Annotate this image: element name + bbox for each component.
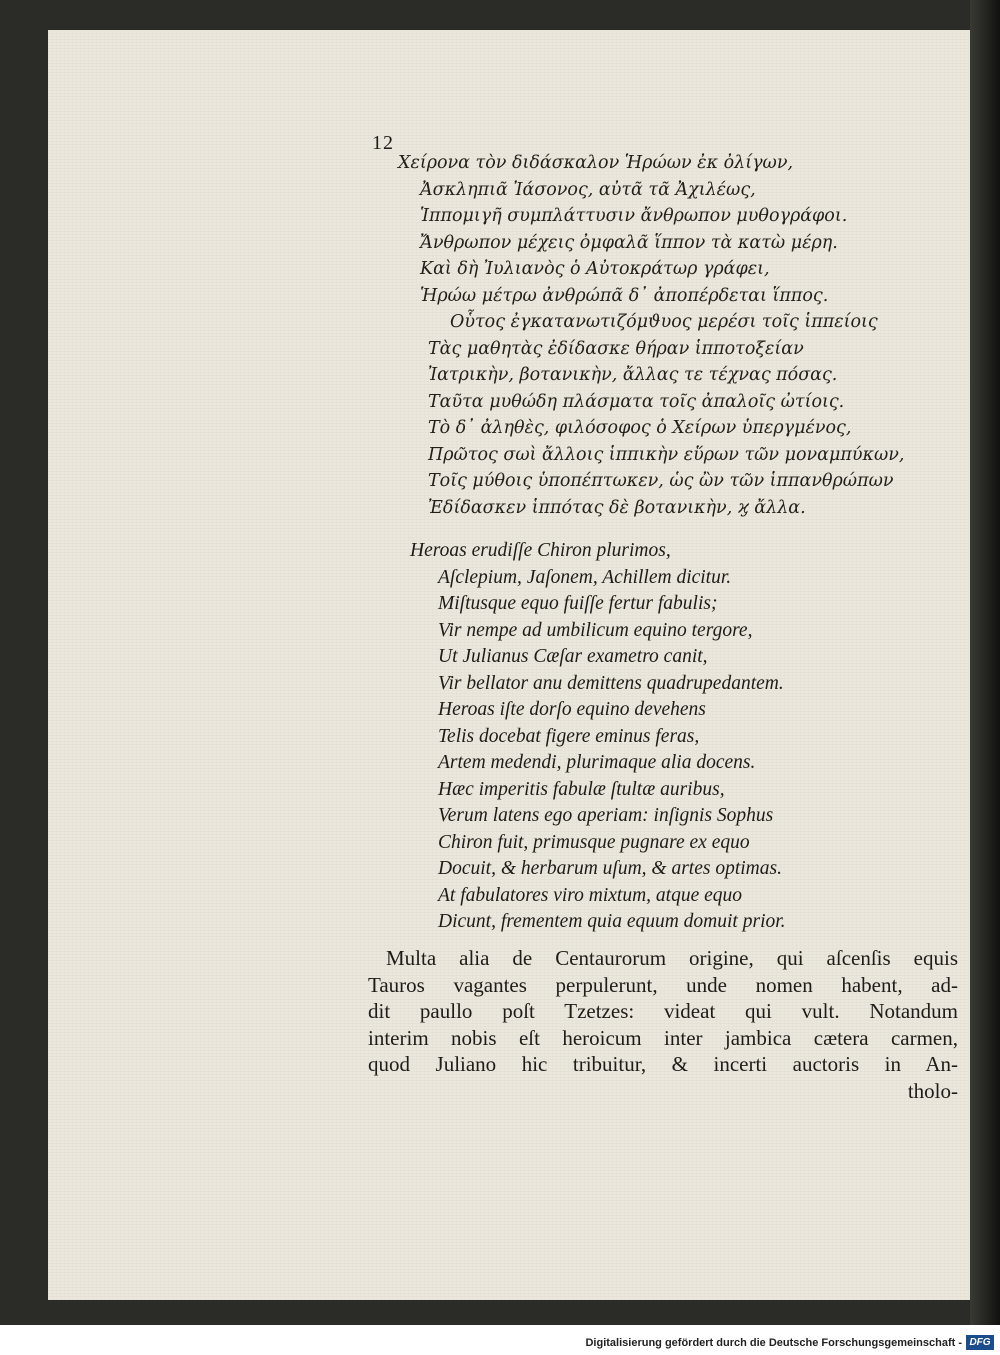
latin-verse-line: Heroas iſte dorſo equino devehens bbox=[438, 699, 706, 720]
greek-verse-line: Τὸ δ᾽ ἀληθὲς, φιλόσοφος ὁ Χείρων ὑπεργμένος, bbox=[428, 418, 852, 438]
prose-line: dit paullo poſt Tzetzes: videat qui vult. Notandum bbox=[368, 999, 958, 1023]
greek-verse-line: Ταῦτα μυθώδη πλάσματα τοῖς ἀπαλοῖς ὠτίοις. bbox=[428, 391, 845, 412]
greek-verse-block bbox=[398, 150, 904, 521]
prose-paragraph bbox=[368, 945, 958, 1104]
latin-verse-line: Telis docebat figere eminus feras, bbox=[438, 725, 700, 747]
greek-verse-line: Τὰς μαθητὰς ἐδίδασκε θήραν ἱπποτοξείαν bbox=[428, 338, 804, 359]
greek-verse-line: Τοῖς μύθοις ὑποπέπτωκεν, ὡς ὢν τῶν ἱππανθρώπων bbox=[428, 471, 894, 491]
catchword: tholo- bbox=[907, 1078, 958, 1103]
latin-verse-line: Chiron fuit, primusque pugnare ex equo bbox=[438, 831, 750, 853]
latin-verse-block bbox=[410, 538, 786, 936]
prose-line: Tauros vagantes perpulerunt, unde nomen habent, ad- bbox=[368, 972, 958, 997]
latin-verse-line: Vir nempe ad umbilicum equino tergore, bbox=[438, 619, 753, 641]
greek-verse-line: Πρῶτος σωὶ ἄλλοις ἱππικὴν εὕρων τῶν μοναμπύκων, bbox=[428, 444, 905, 465]
prose-line: interim nobis eſt heroicum inter jambica cætera carmen, bbox=[368, 1025, 958, 1050]
latin-verse-line: Aſclepium, Jaſonem, Achillem dicitur. bbox=[438, 566, 732, 588]
funding-credit: Digitalisierung gefördert durch die Deutsche Forschungsgemeinschaft - bbox=[585, 1337, 962, 1349]
greek-verse-line: Ἱππομιγῆ συμπλάττυσιν ἄνθρωπον μυθογράφοι. bbox=[420, 206, 848, 226]
page-gutter bbox=[970, 0, 1000, 1325]
latin-verse-line: Artem medendi, plurimaque alia docens. bbox=[438, 752, 756, 773]
latin-verse-line: Dicunt, frementem quia equum domuit prior. bbox=[438, 911, 786, 932]
greek-verse-line: Ἡρώω μέτρω ἀνθρώπᾶ δ᾽ ἀποπέρδεται ἵππος. bbox=[420, 285, 829, 306]
latin-verse-line: Verum latens ego aperiam: inſignis Sophus bbox=[438, 805, 774, 826]
greek-verse-line: Ἰατρικὴν, βοτανικὴν, ἄλλας τε τέχνας πόσας. bbox=[428, 365, 838, 385]
latin-verse-line: Hæc imperitis fabulæ ſtultæ auribus, bbox=[438, 778, 725, 800]
greek-verse-line: Ἄνθρωπον μέχεις ὀμφαλᾶ ἵππον τὰ κατὼ μέρη. bbox=[420, 232, 838, 253]
latin-verse-line: Heroas erudiſſe Chiron plurimos, bbox=[410, 540, 671, 561]
prose-line: quod Juliano hic tribuitur, & incerti auctoris in An- bbox=[368, 1052, 958, 1076]
latin-verse-line: Docuit, & herbarum uſum, & artes optimas. bbox=[438, 858, 782, 879]
greek-verse-line: Χείρονα τὸν διδάσκαλον Ἡρώων ἐκ ὀλίγων, bbox=[398, 153, 794, 173]
greek-verse-line: Καὶ δὴ Ἰυλιανὸς ὁ Αὐτοκράτωρ γράφει, bbox=[420, 259, 770, 279]
latin-verse-line: At fabulatores viro mixtum, atque equo bbox=[438, 884, 743, 906]
dfg-logo-icon: DFG bbox=[966, 1335, 994, 1350]
greek-verse-line: Οὗτος ἐγκατανωτιζόμϑυος μερέσι τοῖς ἱππείοις bbox=[450, 312, 878, 332]
latin-verse-line: Vir bellator anu demittens quadrupedantem. bbox=[438, 672, 784, 694]
greek-verse-line: Ἐδίδασκεν ἱππότας δὲ βοτανικὴν, ϗ ἄλλα. bbox=[428, 497, 806, 518]
latin-verse-line: Ut Julianus Cæſar exametro canit, bbox=[438, 646, 708, 667]
greek-verse-line: Ἀσκληπιᾶ Ἰάσονος, αὐτᾶ τᾶ Ἀχιλέως, bbox=[420, 179, 756, 200]
prose-line: Multa alia de Centaurorum origine, qui aſcenſis equis bbox=[386, 946, 958, 970]
page-number: 12 bbox=[372, 132, 394, 154]
latin-verse-line: Miſtusque equo fuiſſe fertur fabulis; bbox=[438, 593, 718, 614]
